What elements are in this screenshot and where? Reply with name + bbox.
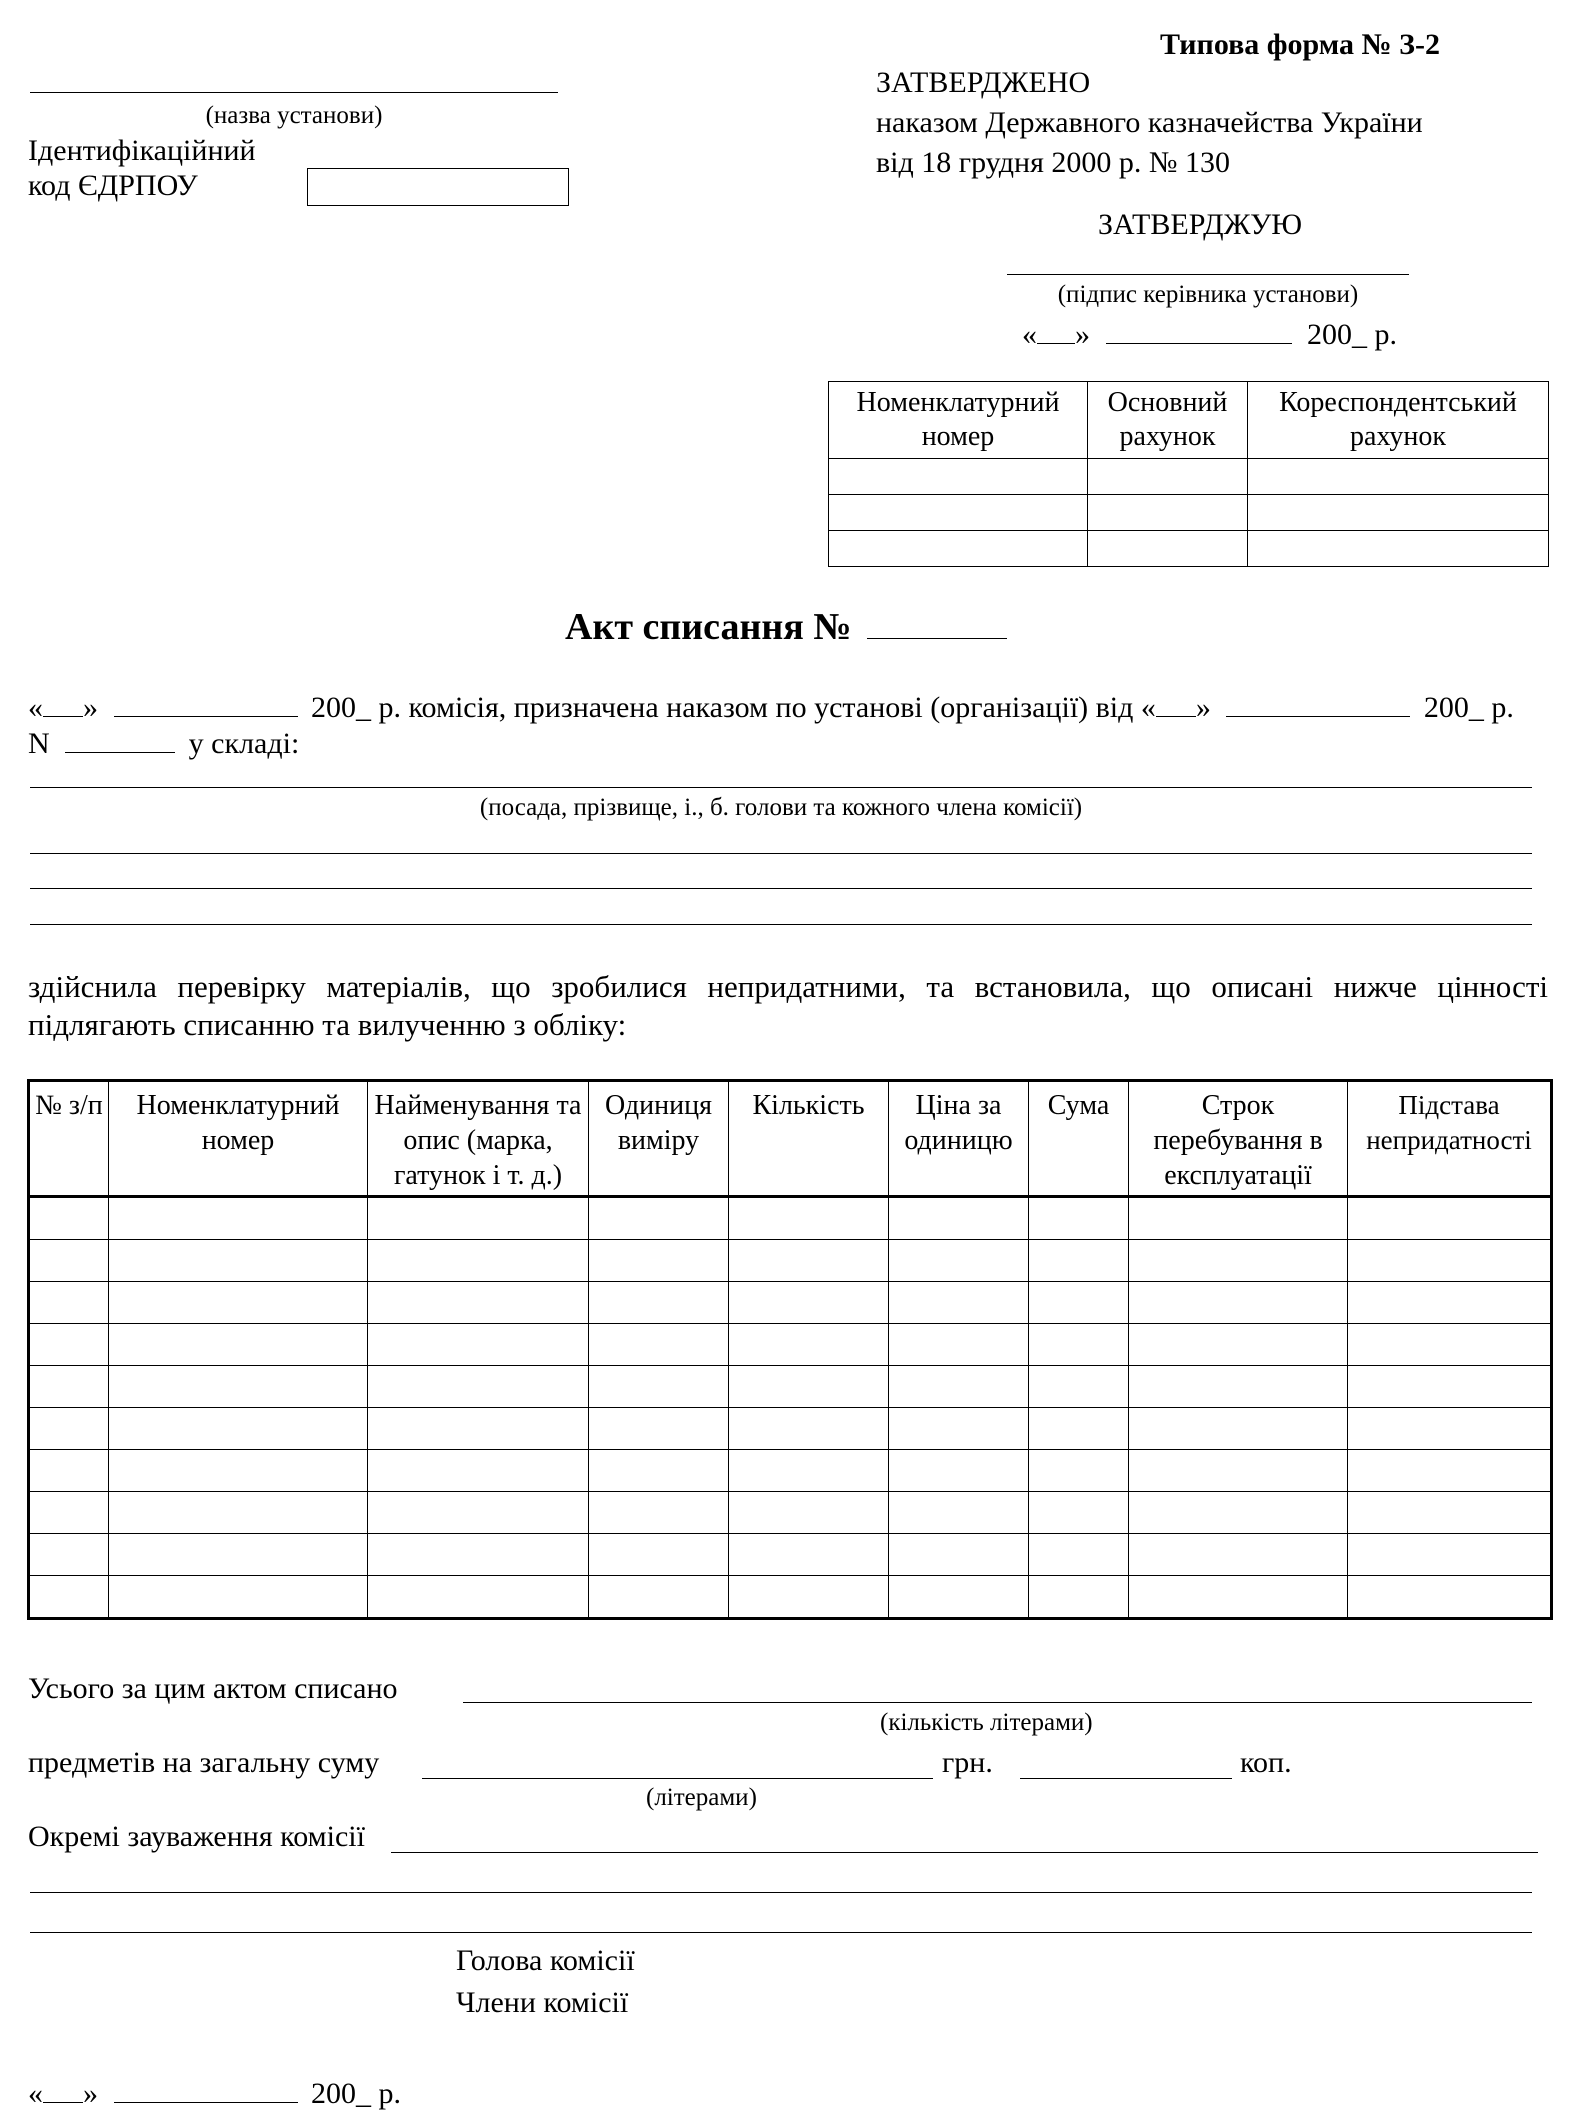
items_table-cell[interactable] bbox=[889, 1492, 1029, 1534]
items_table-cell[interactable] bbox=[1348, 1197, 1552, 1240]
institution-name-line[interactable] bbox=[30, 92, 558, 93]
items_table-cell[interactable] bbox=[729, 1282, 889, 1324]
items_table-cell[interactable] bbox=[109, 1534, 368, 1576]
members-line-3[interactable] bbox=[30, 888, 1532, 889]
members-line-2[interactable] bbox=[30, 853, 1532, 854]
items_table-cell[interactable] bbox=[29, 1366, 109, 1408]
items_table-cell[interactable] bbox=[109, 1450, 368, 1492]
kop-line[interactable] bbox=[1020, 1778, 1232, 1779]
items_table-cell[interactable] bbox=[109, 1492, 368, 1534]
remarks-line-2[interactable] bbox=[30, 1892, 1532, 1893]
items_table-cell[interactable] bbox=[1129, 1324, 1348, 1366]
total-count-line[interactable] bbox=[463, 1702, 1532, 1703]
items_table-cell[interactable] bbox=[1129, 1197, 1348, 1240]
items_table-cell[interactable] bbox=[889, 1240, 1029, 1282]
items_table-cell[interactable] bbox=[729, 1450, 889, 1492]
order-day-field[interactable] bbox=[1156, 686, 1196, 717]
items_table-cell[interactable] bbox=[368, 1450, 589, 1492]
accounts_table-cell[interactable] bbox=[1088, 459, 1248, 495]
table-row bbox=[29, 1366, 1552, 1408]
items_table-cell[interactable] bbox=[1129, 1366, 1348, 1408]
id-code-label-line2: код ЄДРПОУ bbox=[28, 169, 198, 202]
approved-title: ЗАТВЕРДЖЕНО bbox=[876, 66, 1091, 99]
items_table-cell[interactable] bbox=[1029, 1534, 1129, 1576]
items_table-cell[interactable] bbox=[1029, 1450, 1129, 1492]
items_table-cell[interactable] bbox=[1348, 1408, 1552, 1450]
items_table-cell[interactable] bbox=[29, 1576, 109, 1619]
items_table-cell[interactable] bbox=[368, 1366, 589, 1408]
items_table-cell[interactable] bbox=[1029, 1366, 1129, 1408]
table-row bbox=[29, 1534, 1552, 1576]
items_table-cell[interactable] bbox=[889, 1408, 1029, 1450]
items_table-cell[interactable] bbox=[889, 1366, 1029, 1408]
act-title: Акт списання № bbox=[565, 600, 1007, 649]
table-row bbox=[29, 1240, 1552, 1282]
items_table-cell[interactable] bbox=[589, 1240, 729, 1282]
items_table-cell[interactable] bbox=[29, 1450, 109, 1492]
items_table-cell[interactable] bbox=[1129, 1408, 1348, 1450]
items_table-cell[interactable] bbox=[1348, 1450, 1552, 1492]
items_table-cell[interactable] bbox=[109, 1324, 368, 1366]
id-code-field[interactable] bbox=[307, 168, 569, 206]
form-number: Типова форма № З-2 bbox=[1160, 28, 1440, 61]
closing-month-field[interactable] bbox=[114, 2072, 298, 2103]
items-header-service-life: Строк перебування в експлуатації bbox=[1129, 1081, 1348, 1197]
items_table-cell[interactable] bbox=[1348, 1324, 1552, 1366]
items_table-cell[interactable] bbox=[109, 1282, 368, 1324]
accounts_table-cell[interactable] bbox=[1248, 495, 1549, 531]
items_table-cell[interactable] bbox=[1129, 1240, 1348, 1282]
items_table-cell[interactable] bbox=[1029, 1492, 1129, 1534]
commission-line: « » 200_ р. комісія, призначена наказом по установі (організації) від « » 200_ р. bbox=[28, 686, 1514, 725]
approval-month-field[interactable] bbox=[1106, 313, 1292, 344]
items_table-cell[interactable] bbox=[368, 1240, 589, 1282]
table-row bbox=[29, 1450, 1552, 1492]
items_table-cell[interactable] bbox=[29, 1324, 109, 1366]
accounts-header-nomenclature: Номенклатурний номер bbox=[829, 382, 1088, 459]
items-header-unit-price: Ціна за одиницю bbox=[889, 1081, 1029, 1197]
items-header-number: № з/п bbox=[29, 1081, 109, 1197]
items_table-cell[interactable] bbox=[1348, 1366, 1552, 1408]
accounts_table-cell[interactable] bbox=[829, 495, 1088, 531]
items_table-cell[interactable] bbox=[1129, 1534, 1348, 1576]
items_table-cell[interactable] bbox=[1348, 1576, 1552, 1619]
items_table-cell[interactable] bbox=[1029, 1282, 1129, 1324]
accounts-header-main-account: Основний рахунок bbox=[1088, 382, 1248, 459]
table-row bbox=[29, 1408, 1552, 1450]
items_table-cell[interactable] bbox=[1348, 1240, 1552, 1282]
items_table-cell[interactable] bbox=[368, 1408, 589, 1450]
items_table-cell[interactable] bbox=[589, 1492, 729, 1534]
items_table-cell[interactable] bbox=[29, 1197, 109, 1240]
items_table-cell[interactable] bbox=[729, 1576, 889, 1619]
items_table-cell[interactable] bbox=[109, 1408, 368, 1450]
items_table-cell[interactable] bbox=[729, 1408, 889, 1450]
currency-label: грн. bbox=[942, 1746, 993, 1779]
items_table-cell[interactable] bbox=[109, 1366, 368, 1408]
sum-words-line[interactable] bbox=[422, 1778, 933, 1779]
table-row bbox=[29, 1282, 1552, 1324]
items-header-reason: Підстава непридатності bbox=[1348, 1081, 1552, 1197]
items_table-cell[interactable] bbox=[1348, 1534, 1552, 1576]
order-month-field[interactable] bbox=[1226, 686, 1410, 717]
members-caption: (посада, прізвище, і., б. голови та кожного члена комісії) bbox=[479, 794, 1083, 821]
items-table bbox=[27, 1079, 1553, 1620]
items_table-cell[interactable] bbox=[368, 1282, 589, 1324]
items_table-cell[interactable] bbox=[1029, 1324, 1129, 1366]
act-day-field[interactable] bbox=[43, 686, 83, 717]
sum-label: предметів на загальну суму bbox=[28, 1746, 380, 1779]
items_table-cell[interactable] bbox=[589, 1282, 729, 1324]
order-number-line: N у складі: bbox=[28, 722, 299, 761]
approve-title: ЗАТВЕРДЖУЮ bbox=[1098, 208, 1303, 241]
head-signature-line[interactable] bbox=[1007, 274, 1409, 275]
remarks-line-3[interactable] bbox=[30, 1932, 1532, 1933]
items_table-cell[interactable] bbox=[889, 1576, 1029, 1619]
items_table-cell[interactable] bbox=[29, 1240, 109, 1282]
table-row bbox=[29, 1324, 1552, 1366]
items_table-cell[interactable] bbox=[589, 1450, 729, 1492]
items_table-cell[interactable] bbox=[729, 1534, 889, 1576]
items_table-cell[interactable] bbox=[368, 1492, 589, 1534]
items_table-cell[interactable] bbox=[1129, 1450, 1348, 1492]
items_table-cell[interactable] bbox=[1129, 1576, 1348, 1619]
accounts_table-cell[interactable] bbox=[1088, 531, 1248, 567]
items_table-cell[interactable] bbox=[729, 1492, 889, 1534]
items_table-cell[interactable] bbox=[889, 1534, 1029, 1576]
items_table-cell[interactable] bbox=[368, 1197, 589, 1240]
approval-date: « » 200_ р. bbox=[1022, 313, 1397, 352]
remarks-label: Окремі зауваження комісії bbox=[28, 1820, 365, 1853]
items-header-unit: Одиниця виміру bbox=[589, 1081, 729, 1197]
id-code-label-line1: Ідентифікаційний bbox=[28, 134, 256, 167]
items-header-description: Найменування та опис (марка, гатунок і т. д.) bbox=[368, 1081, 589, 1197]
institution-caption: (назва установи) bbox=[205, 102, 383, 129]
items_table-cell[interactable] bbox=[109, 1197, 368, 1240]
act-number-field[interactable] bbox=[867, 600, 1007, 639]
items_table-cell[interactable] bbox=[1348, 1492, 1552, 1534]
kop-label: коп. bbox=[1240, 1746, 1292, 1779]
closing-date: « » 200_ р. bbox=[28, 2072, 401, 2111]
items_table-cell[interactable] bbox=[368, 1324, 589, 1366]
accounts-table-header bbox=[829, 382, 1549, 459]
closing-day-field[interactable] bbox=[43, 2072, 83, 2103]
items_table-cell[interactable] bbox=[589, 1197, 729, 1240]
approved-line2: від 18 грудня 2000 р. № 130 bbox=[876, 146, 1231, 179]
items_table-cell[interactable] bbox=[729, 1197, 889, 1240]
accounts_table-cell[interactable] bbox=[1248, 459, 1549, 495]
accounts_table-cell[interactable] bbox=[1248, 531, 1549, 567]
act-month-field[interactable] bbox=[114, 686, 298, 717]
table-row bbox=[829, 459, 1549, 495]
items_table-cell[interactable] bbox=[1029, 1197, 1129, 1240]
approved-line1: наказом Державного казначейства України bbox=[876, 106, 1423, 139]
accounts_table-cell[interactable] bbox=[1088, 495, 1248, 531]
items_table-cell[interactable] bbox=[1029, 1576, 1129, 1619]
items_table-cell[interactable] bbox=[889, 1324, 1029, 1366]
table-row bbox=[829, 531, 1549, 567]
accounts-header-corresponding-account: Кореспондентський рахунок bbox=[1248, 382, 1549, 459]
accounts-table bbox=[828, 381, 1549, 567]
items-table-header bbox=[29, 1081, 1552, 1197]
remarks-line-1[interactable] bbox=[391, 1852, 1538, 1853]
items_table-cell[interactable] bbox=[1129, 1282, 1348, 1324]
total-label: Усього за цим актом списано bbox=[28, 1672, 398, 1705]
items_table-cell[interactable] bbox=[729, 1366, 889, 1408]
items_table-cell[interactable] bbox=[1029, 1408, 1129, 1450]
members-label: Члени комісії bbox=[456, 1986, 629, 2019]
inspection-conclusion: здійснила перевірку матеріалів, що зробилися непридатними, та встановила, що описані нижче цінності підлягають списанню та вилученню з обліку: bbox=[28, 969, 1548, 1042]
items_table-cell[interactable] bbox=[109, 1240, 368, 1282]
items-header-sum: Сума bbox=[1029, 1081, 1129, 1197]
items_table-cell[interactable] bbox=[29, 1534, 109, 1576]
chair-label: Голова комісії bbox=[456, 1944, 635, 1977]
items_table-cell[interactable] bbox=[889, 1282, 1029, 1324]
items_table-cell[interactable] bbox=[1029, 1240, 1129, 1282]
members-line-4[interactable] bbox=[30, 924, 1532, 925]
accounts_table-cell[interactable] bbox=[829, 459, 1088, 495]
items-header-nomenclature: Номенклатурний номер bbox=[109, 1081, 368, 1197]
accounts_table-cell[interactable] bbox=[829, 531, 1088, 567]
items_table-cell[interactable] bbox=[889, 1197, 1029, 1240]
signature-caption: (підпис керівника установи) bbox=[1057, 281, 1359, 308]
items_table-cell[interactable] bbox=[1129, 1492, 1348, 1534]
items_table-cell[interactable] bbox=[589, 1534, 729, 1576]
sum-caption: (літерами) bbox=[646, 1784, 757, 1811]
items_table-cell[interactable] bbox=[729, 1324, 889, 1366]
items_table-cell[interactable] bbox=[589, 1408, 729, 1450]
items-header-quantity: Кількість bbox=[729, 1081, 889, 1197]
items_table-cell[interactable] bbox=[589, 1366, 729, 1408]
items_table-cell[interactable] bbox=[29, 1282, 109, 1324]
items_table-cell[interactable] bbox=[1348, 1282, 1552, 1324]
table-row bbox=[29, 1492, 1552, 1534]
table-row bbox=[29, 1576, 1552, 1619]
items_table-cell[interactable] bbox=[368, 1534, 589, 1576]
table-row bbox=[29, 1197, 1552, 1240]
items_table-cell[interactable] bbox=[589, 1576, 729, 1619]
items_table-cell[interactable] bbox=[109, 1576, 368, 1619]
items_table-cell[interactable] bbox=[29, 1408, 109, 1450]
items_table-cell[interactable] bbox=[889, 1450, 1029, 1492]
items_table-cell[interactable] bbox=[729, 1240, 889, 1282]
approval-day-field[interactable] bbox=[1037, 313, 1075, 344]
items_table-cell[interactable] bbox=[29, 1492, 109, 1534]
order-number-field[interactable] bbox=[65, 722, 175, 753]
items_table-cell[interactable] bbox=[368, 1576, 589, 1619]
items_table-cell[interactable] bbox=[589, 1324, 729, 1366]
members-line-1[interactable] bbox=[30, 787, 1532, 788]
count-caption: (кількість літерами) bbox=[880, 1709, 1093, 1736]
table-row bbox=[829, 495, 1549, 531]
